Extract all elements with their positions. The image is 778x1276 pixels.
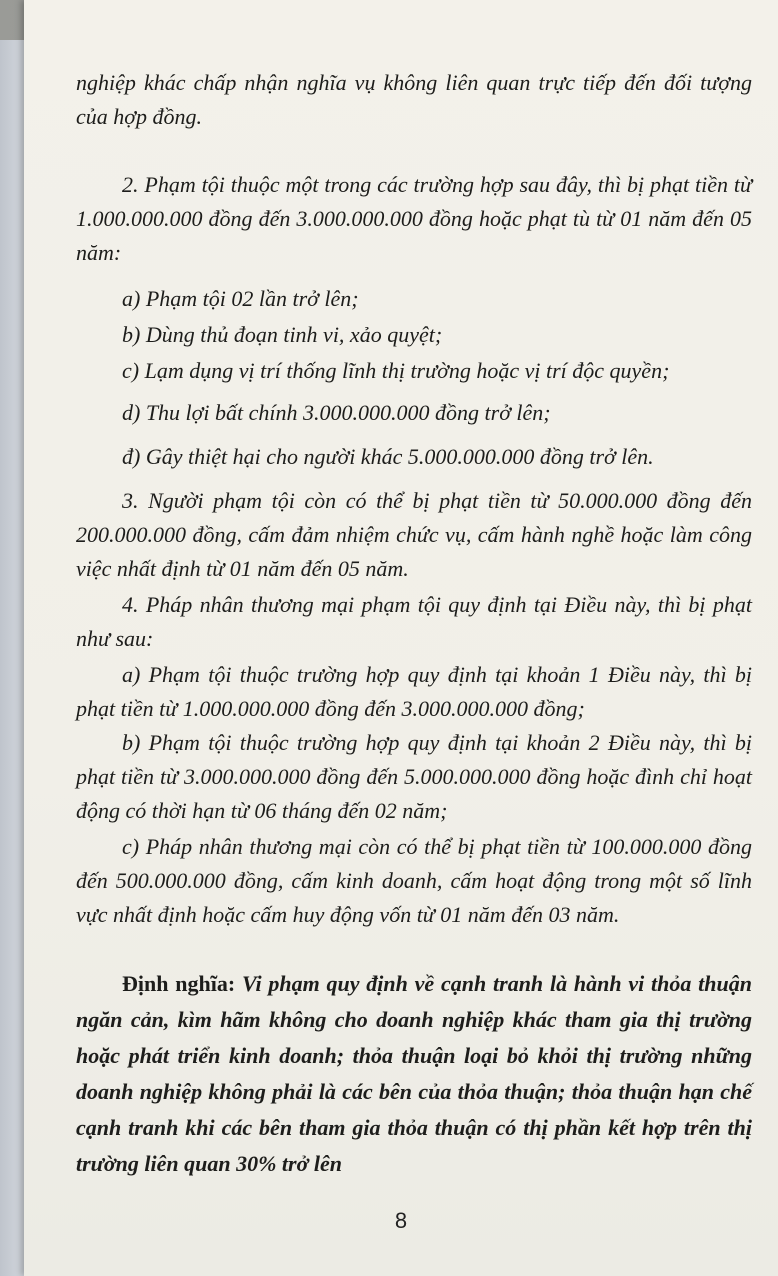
paragraph-clause-2: 2. Phạm tội thuộc một trong các trường hợp sau đây, thì bị phạt tiền từ 1.000.000.000 đồng đến 3.000.000.000 đồng hoặc phạt tù từ 01 năm đến 05 năm: [76, 172, 752, 265]
item-2dd: đ) Gây thiệt hại cho người khác 5.000.000.000 đồng trở lên. [122, 444, 654, 469]
item-2d: d) Thu lợi bất chính 3.000.000.000 đồng trở lên; [122, 400, 551, 425]
paragraph-clause-3: 3. Người phạm tội còn có thể bị phạt tiền từ 50.000.000 đồng đến 200.000.000 đồng, cấm đảm nhiệm chức vụ, cấm hành nghề hoặc làm công việc nhất định từ 01 năm đến 05 năm. [76, 488, 752, 581]
definition-label: Định nghĩa: [122, 971, 236, 996]
item-4b: b) Phạm tội thuộc trường hợp quy định tại khoản 2 Điều này, thì bị phạt tiền từ 3.000.000.000 đồng đến 5.000.000.000 đồng hoặc đình chỉ hoạt động có thời hạn từ 06 tháng đến 02 năm; [76, 730, 752, 823]
paragraph-clause-4: 4. Pháp nhân thương mại phạm tội quy định tại Điều này, thì bị phạt như sau: [76, 592, 752, 651]
book-page [24, 0, 778, 1276]
item-2b: b) Dùng thủ đoạn tinh vi, xảo quyệt; [122, 322, 443, 347]
item-2c: c) Lạm dụng vị trí thống lĩnh thị trường hoặc vị trí độc quyền; [122, 358, 670, 383]
item-4c: c) Pháp nhân thương mại còn có thể bị phạt tiền từ 100.000.000 đồng đến 500.000.000 đồng, cấm kinh doanh, cấm hoạt động trong một số lĩnh vực nhất định hoặc cấm huy động vốn từ 01 năm đến 03 năm. [76, 834, 752, 927]
definition-paragraph [76, 966, 752, 1182]
definition-text: Vi phạm quy định về cạnh tranh là hành vi thỏa thuận ngăn cản, kìm hãm không cho doanh nghiệp khác tham gia thị trường hoặc phát triển kinh doanh; thỏa thuận loại bỏ khỏi thị trường những doanh nghiệp không phải là các bên của thỏa thuận; thỏa thuận hạn chế cạnh tranh khi các bên tham gia thỏa thuận có thị phần kết hợp trên thị trường liên quan 30% trở lên [76, 971, 752, 1176]
paragraph-continuation: nghiệp khác chấp nhận nghĩa vụ không liên quan trực tiếp đến đối tượng của hợp đồng. [76, 70, 752, 129]
page-number: 8 [394, 1208, 408, 1233]
item-2a: a) Phạm tội 02 lần trở lên; [122, 286, 359, 311]
item-4a: a) Phạm tội thuộc trường hợp quy định tại khoản 1 Điều này, thì bị phạt tiền từ 1.000.000.000 đồng đến 3.000.000.000 đồng; [76, 662, 752, 721]
